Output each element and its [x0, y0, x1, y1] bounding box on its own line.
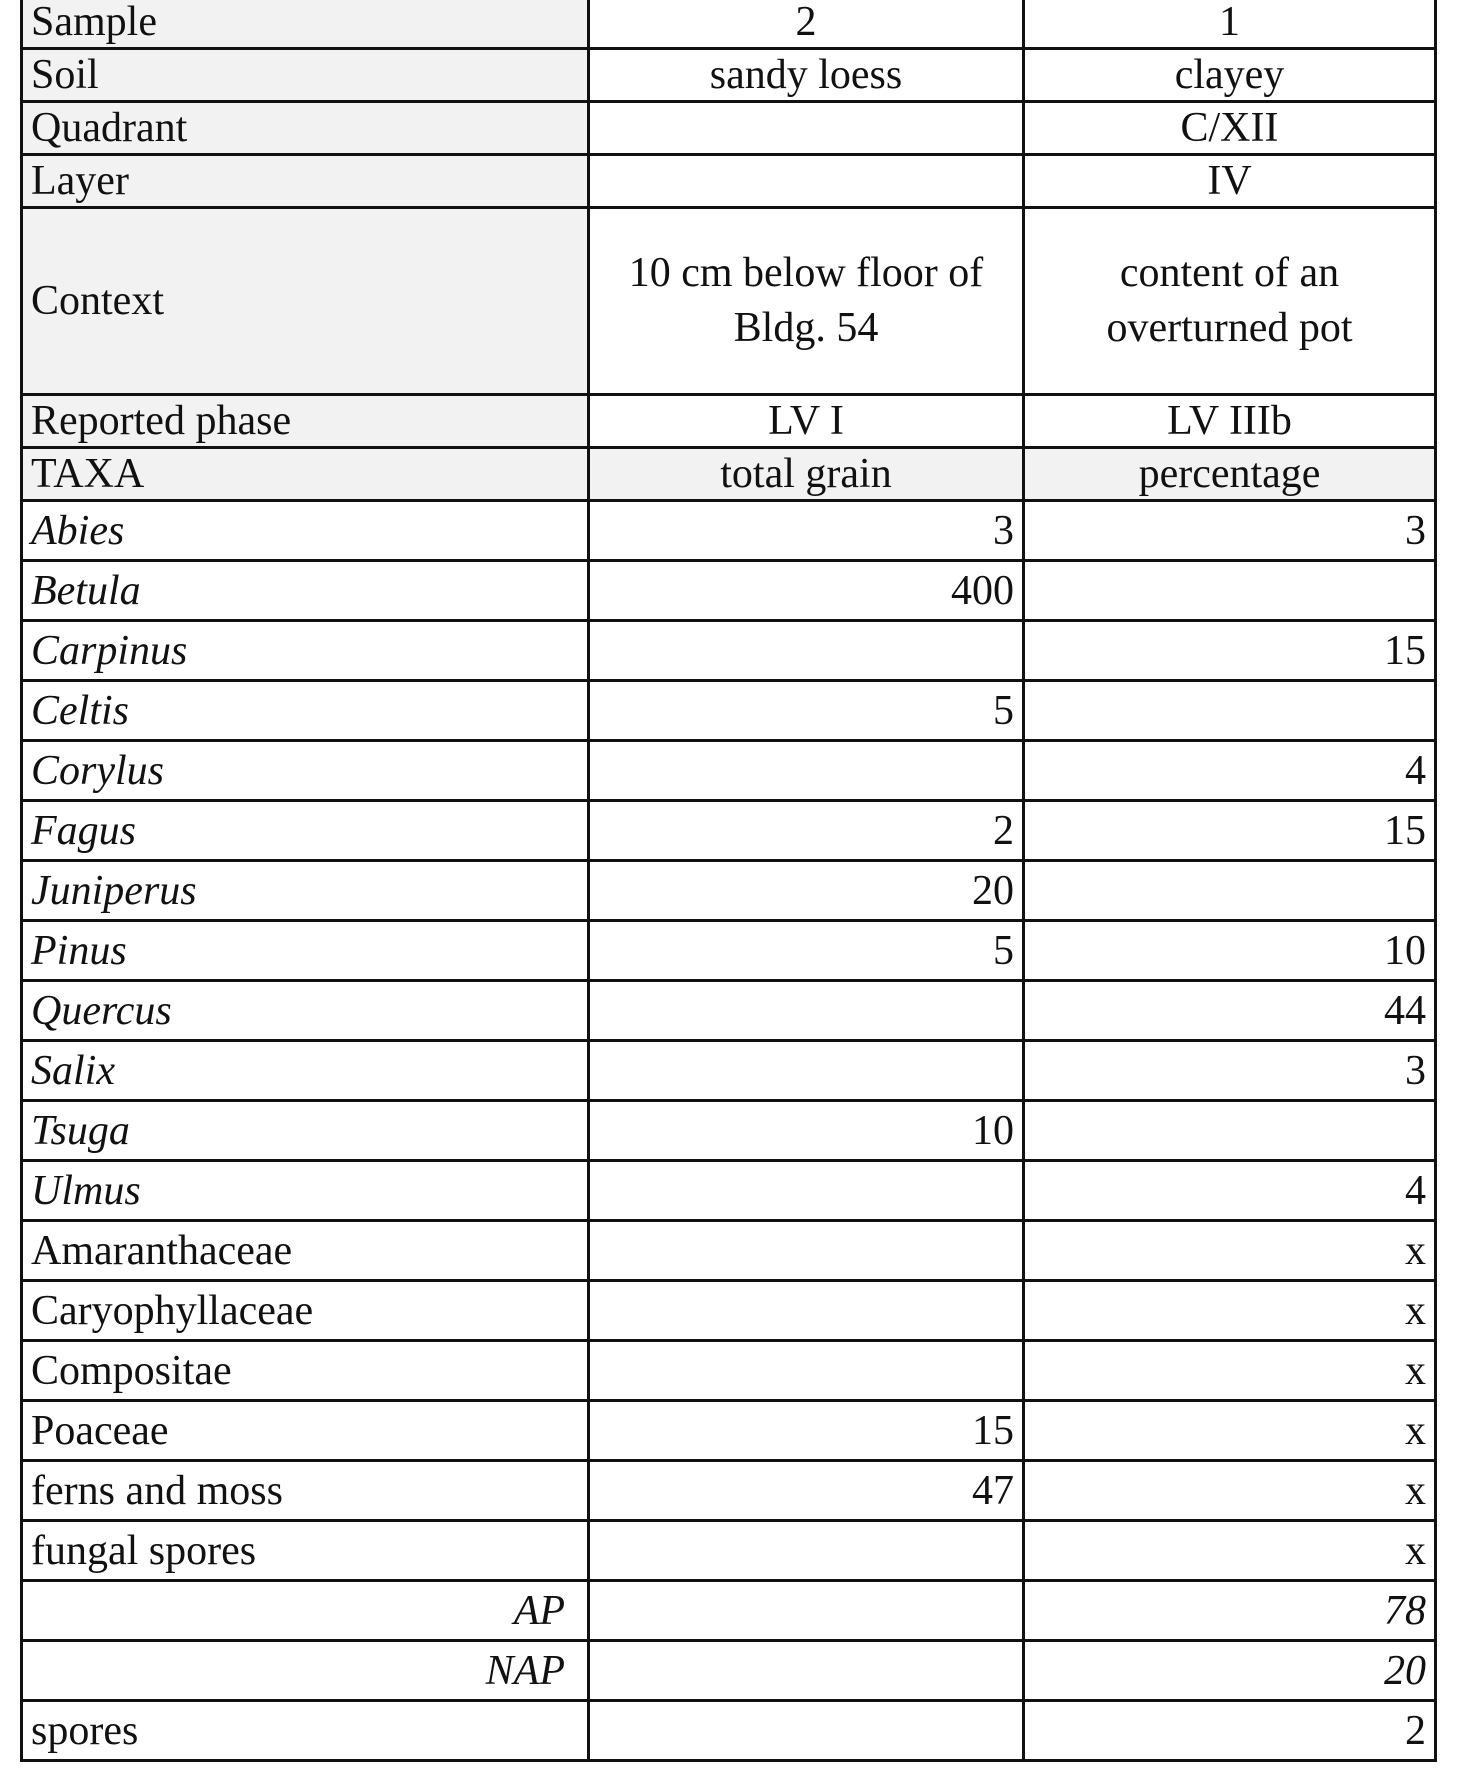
taxon-percentage: 4 [1024, 1161, 1436, 1221]
table-row [22, 621, 1436, 681]
label-phase: Reported phase [22, 395, 589, 448]
table-row [22, 1461, 1436, 1521]
taxon-percentage [1024, 1101, 1436, 1161]
taxon-total-grain [589, 1281, 1024, 1341]
taxon-percentage: x [1024, 1401, 1436, 1461]
soil-col3: clayey [1024, 49, 1436, 102]
row-sample [22, 0, 1436, 49]
taxa-col2-header: total grain [589, 448, 1024, 501]
label-context: Context [22, 208, 589, 395]
taxon-percentage: 10 [1024, 921, 1436, 981]
taxon-percentage [1024, 561, 1436, 621]
summary-row [22, 1701, 1436, 1761]
label-sample: Sample [22, 0, 589, 49]
summary-col2 [589, 1701, 1024, 1761]
taxon-percentage: x [1024, 1341, 1436, 1401]
table-row [22, 921, 1436, 981]
taxon-percentage: 15 [1024, 801, 1436, 861]
summary-col3: 20 [1024, 1641, 1436, 1701]
taxon-total-grain [589, 621, 1024, 681]
taxon-total-grain: 400 [589, 561, 1024, 621]
taxon-name: Quercus [22, 981, 589, 1041]
label-layer: Layer [22, 155, 589, 208]
pollen-table [20, 0, 1437, 1762]
taxon-total-grain: 3 [589, 501, 1024, 561]
summary-label: AP [22, 1581, 589, 1641]
taxon-name: fungal spores [22, 1521, 589, 1581]
taxa-col3-header: percentage [1024, 448, 1436, 501]
taxon-name: Amaranthaceae [22, 1221, 589, 1281]
context-col2: 10 cm below floor of Bldg. 54 [589, 208, 1024, 395]
taxa-body [22, 501, 1436, 1581]
taxon-percentage: 15 [1024, 621, 1436, 681]
label-soil: Soil [22, 49, 589, 102]
row-phase [22, 395, 1436, 448]
summary-row [22, 1581, 1436, 1641]
row-context [22, 208, 1436, 395]
taxon-percentage: 4 [1024, 741, 1436, 801]
table-row [22, 681, 1436, 741]
quadrant-col3: C/XII [1024, 102, 1436, 155]
row-layer [22, 155, 1436, 208]
label-quadrant: Quadrant [22, 102, 589, 155]
taxon-total-grain: 2 [589, 801, 1024, 861]
taxon-total-grain: 5 [589, 681, 1024, 741]
table-row [22, 861, 1436, 921]
taxon-percentage: x [1024, 1281, 1436, 1341]
summary-body [22, 1581, 1436, 1761]
taxon-percentage: x [1024, 1221, 1436, 1281]
taxon-name: Fagus [22, 801, 589, 861]
taxon-name: Celtis [22, 681, 589, 741]
layer-col3: IV [1024, 155, 1436, 208]
taxon-name: Betula [22, 561, 589, 621]
taxon-total-grain [589, 1521, 1024, 1581]
taxon-percentage: 3 [1024, 1041, 1436, 1101]
table-row [22, 1041, 1436, 1101]
row-soil [22, 49, 1436, 102]
row-taxa-header [22, 448, 1436, 501]
taxon-percentage: 3 [1024, 501, 1436, 561]
layer-col2 [589, 155, 1024, 208]
table-row [22, 1521, 1436, 1581]
taxon-total-grain [589, 1041, 1024, 1101]
taxon-name: Pinus [22, 921, 589, 981]
taxon-total-grain [589, 981, 1024, 1041]
taxon-name: Caryophyllaceae [22, 1281, 589, 1341]
taxon-name: Compositae [22, 1341, 589, 1401]
context-col3: content of an overturned pot [1024, 208, 1436, 395]
taxon-name: Corylus [22, 741, 589, 801]
taxon-percentage: x [1024, 1521, 1436, 1581]
taxon-total-grain: 15 [589, 1401, 1024, 1461]
quadrant-col2 [589, 102, 1024, 155]
table-row [22, 1341, 1436, 1401]
taxon-name: Carpinus [22, 621, 589, 681]
taxon-total-grain [589, 1221, 1024, 1281]
taxon-total-grain: 5 [589, 921, 1024, 981]
table-row [22, 561, 1436, 621]
sample-col2: 2 [589, 0, 1024, 49]
label-taxa: TAXA [22, 448, 589, 501]
summary-col3: 2 [1024, 1701, 1436, 1761]
taxon-total-grain: 10 [589, 1101, 1024, 1161]
taxon-percentage [1024, 681, 1436, 741]
taxon-total-grain [589, 741, 1024, 801]
table-row [22, 1161, 1436, 1221]
taxon-total-grain [589, 1341, 1024, 1401]
table-row [22, 1101, 1436, 1161]
summary-label: NAP [22, 1641, 589, 1701]
taxon-percentage [1024, 861, 1436, 921]
taxon-name: Juniperus [22, 861, 589, 921]
phase-col3: LV IIIb [1024, 395, 1436, 448]
table-row [22, 801, 1436, 861]
table-row [22, 981, 1436, 1041]
taxon-name: Ulmus [22, 1161, 589, 1221]
taxon-name: ferns and moss [22, 1461, 589, 1521]
row-quadrant [22, 102, 1436, 155]
summary-col3: 78 [1024, 1581, 1436, 1641]
table-row [22, 1401, 1436, 1461]
soil-col2: sandy loess [589, 49, 1024, 102]
table-row [22, 501, 1436, 561]
summary-row [22, 1641, 1436, 1701]
table-row [22, 1281, 1436, 1341]
table-row [22, 1221, 1436, 1281]
summary-col2 [589, 1581, 1024, 1641]
summary-label: spores [22, 1701, 589, 1761]
taxon-name: Salix [22, 1041, 589, 1101]
taxon-total-grain [589, 1161, 1024, 1221]
taxon-total-grain: 47 [589, 1461, 1024, 1521]
taxon-percentage: x [1024, 1461, 1436, 1521]
taxon-name: Abies [22, 501, 589, 561]
summary-col2 [589, 1641, 1024, 1701]
table-row [22, 741, 1436, 801]
sample-col3: 1 [1024, 0, 1436, 49]
phase-col2: LV I [589, 395, 1024, 448]
taxon-total-grain: 20 [589, 861, 1024, 921]
taxon-name: Poaceae [22, 1401, 589, 1461]
taxon-percentage: 44 [1024, 981, 1436, 1041]
taxon-name: Tsuga [22, 1101, 589, 1161]
